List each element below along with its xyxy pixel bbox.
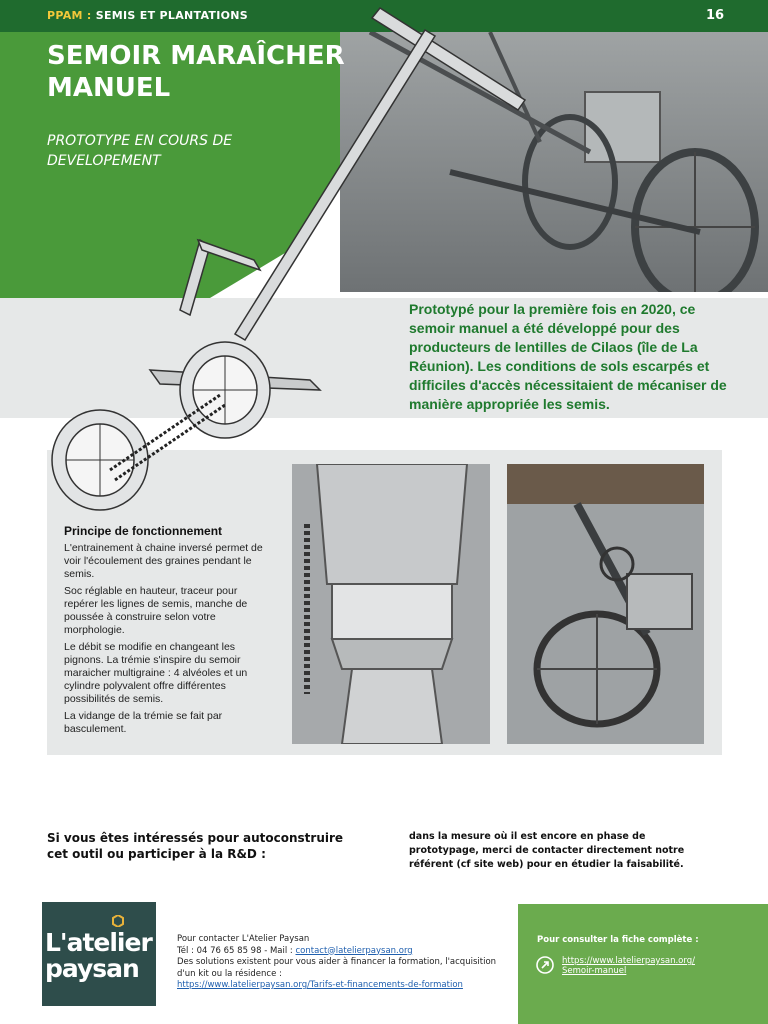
wheel-photo	[507, 464, 704, 744]
principle-heading: Principe de fonctionnement	[64, 524, 223, 538]
consult-link[interactable]: https://www.latelierpaysan.org/ Semoir-manuel	[562, 956, 695, 976]
financing-link[interactable]: https://www.latelierpaysan.org/Tarifs-et-financements-de-formation	[177, 980, 463, 990]
contact-email-link[interactable]: contact@latelierpaysan.org	[295, 945, 413, 956]
logo-line1: L'atelier	[45, 928, 152, 957]
cta-right: dans la mesure où il est encore en phase de prototypage, merci de contacter directement notre référent (cf site web) pour en étudier la faisabilité.	[409, 831, 685, 870]
external-link-icon	[536, 956, 554, 974]
consult-title: Pour consulter la fiche complète :	[537, 935, 699, 945]
contact-phone: Tél : 04 76 65 85 98 - Mail :	[177, 945, 296, 956]
contact-line2	[177, 946, 507, 958]
principle-section	[64, 525, 264, 740]
intro-text: Prototypé pour la première fois en 2020, ce semoir manuel a été développé pour des producteurs de lentilles de Cilaos (île de La Réunion). Les conditions de sols escarpés et difficiles d'accès nécessitaient de mécaniser de manière appropriée les semis.	[409, 301, 727, 412]
contact-block	[177, 934, 507, 992]
cta-left: Si vous êtes intéressés pour autoconstruire cet outil ou participer à la R&D :	[47, 831, 344, 861]
hexagon-icon	[112, 915, 124, 927]
principle-p1: L'entrainement à chaine inversé permet de voir l'écoulement des graines pendant le semis.	[64, 542, 263, 580]
atelier-paysan-logo	[42, 902, 156, 1006]
page-subtitle: PROTOTYPE EN COURS DE DEVELOPEMENT	[47, 133, 233, 169]
header-ppam-label: PPAM :	[47, 9, 92, 22]
logo-line2: paysan	[45, 954, 139, 983]
principle-p4: La vidange de la trémie se fait par basculement.	[64, 710, 223, 735]
principle-p2: Soc réglable en hauteur, traceur pour repérer les lignes de semis, manche de poussée à construire selon votre morphologie.	[64, 585, 248, 636]
seeder-cad-drawing	[20, 0, 540, 520]
page-number: 16	[706, 8, 725, 23]
header-title: SEMIS ET PLANTATIONS	[95, 9, 248, 22]
principle-p3: Le débit se modifie en changeant les pignons. La trémie s'inspire du semoir maraicher multigraine : 4 alvéoles et un cylindre polyvalent offre différentes possibilités de semis.	[64, 641, 248, 705]
page-title: SEMOIR MARAÎCHER MANUEL	[47, 41, 345, 103]
contact-line3: Des solutions existent pour vous aider à financer la formation, l'acquisition d'un kit ou la résidence :	[177, 957, 497, 979]
hopper-photo	[292, 464, 490, 744]
contact-line1: Pour contacter L'Atelier Paysan	[177, 934, 310, 944]
